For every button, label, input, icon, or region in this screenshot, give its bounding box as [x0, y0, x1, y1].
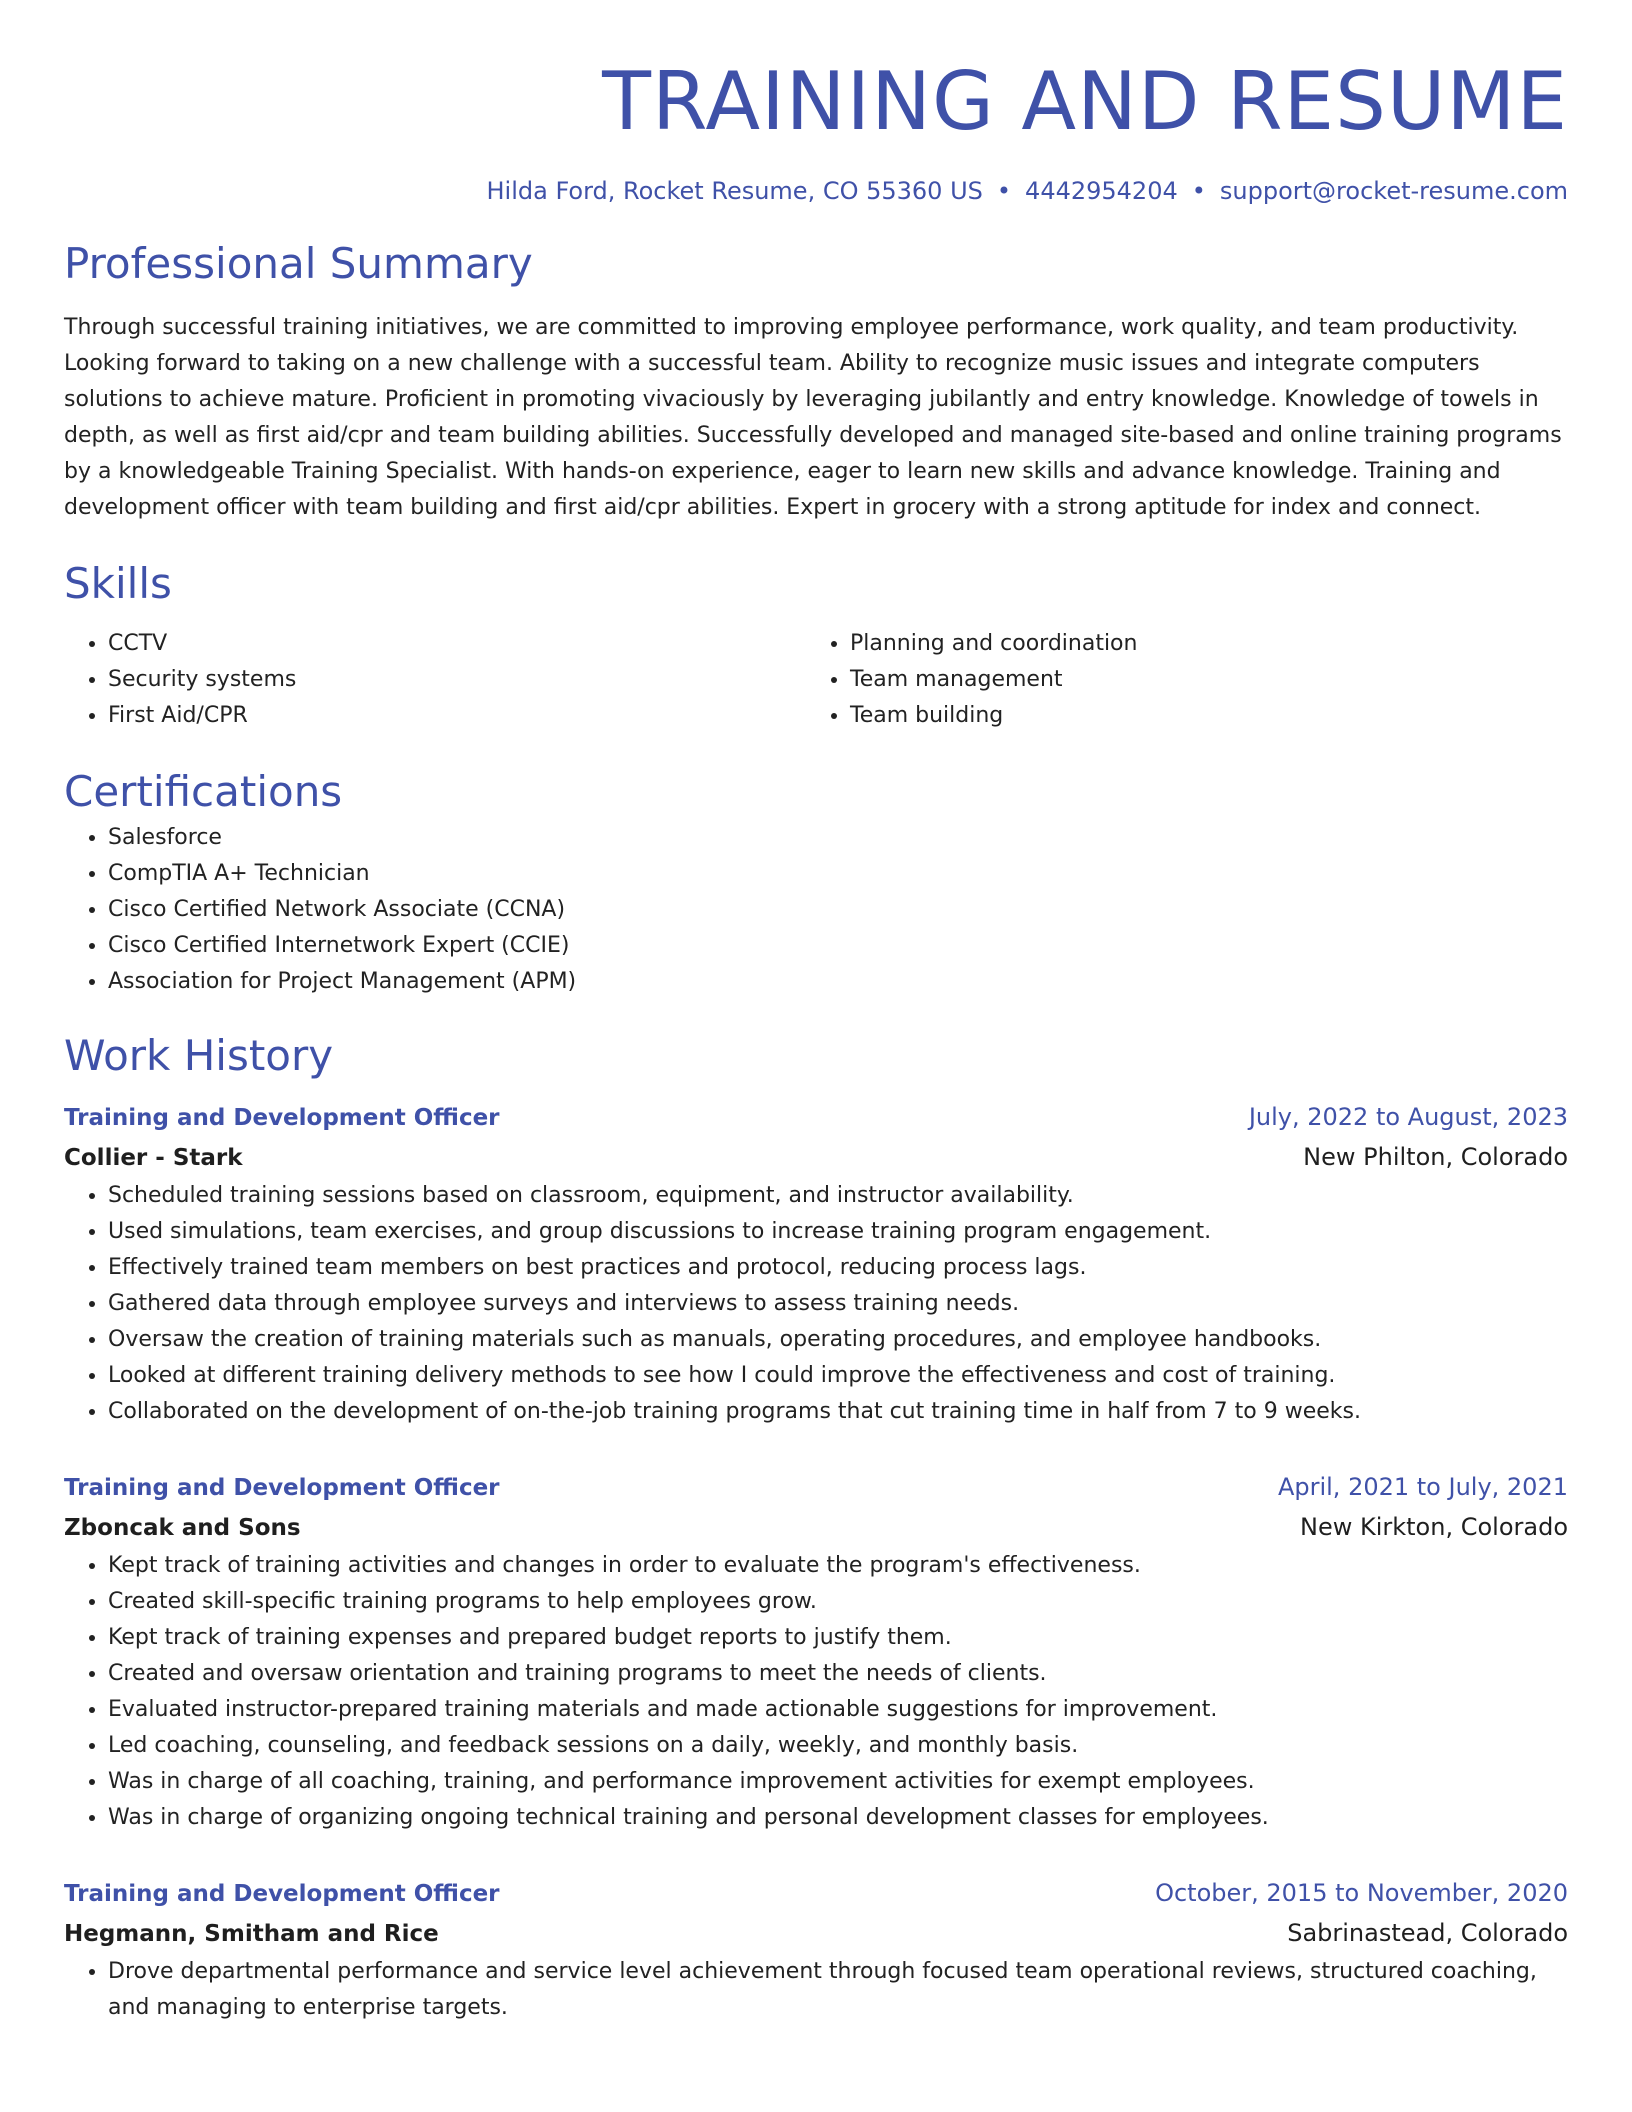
contact-email: support@rocket-resume.com — [1219, 177, 1568, 205]
certification-item: • Salesforce — [108, 820, 1568, 856]
job-entry — [64, 1874, 1568, 2026]
job-bullet: • Gathered data through employee surveys and interviews to assess training needs. — [108, 1286, 1568, 1322]
certifications-heading: Certifications — [64, 767, 343, 816]
skills-list-right — [806, 626, 1548, 734]
contact-line — [64, 174, 1568, 208]
certification-item: • CompTIA A+ Technician — [108, 856, 1568, 892]
job-bullet: • Led coaching, counseling, and feedback sessions on a daily, weekly, and monthly basis. — [108, 1728, 1568, 1764]
job-title: Training and Development Officer — [64, 1475, 500, 1501]
job-header-row — [64, 1468, 1568, 1507]
certification-item: • Cisco Certified Network Associate (CCNA) — [108, 892, 1568, 928]
job-bullets — [64, 1178, 1568, 1430]
job-dates: October, 2015 to November, 2020 — [1155, 1879, 1568, 1907]
job-bullet: • Kept track of training expenses and prepared budget reports to justify them. — [108, 1620, 1568, 1656]
resume-title: TRAINING AND RESUME — [602, 55, 1568, 148]
contact-separator: • — [1191, 177, 1206, 205]
contact-address: Hilda Ford, Rocket Resume, CO 55360 US — [486, 177, 983, 205]
summary-heading: Professional Summary — [64, 239, 533, 288]
certification-item: • Association for Project Management (APM) — [108, 964, 1568, 1000]
contact-separator: • — [996, 177, 1012, 205]
certifications-list — [64, 820, 1568, 1000]
job-bullet: • Collaborated on the development of on-the-job training programs that cut training time in half from 7 to 9 weeks. — [108, 1394, 1568, 1430]
job-bullet: • Was in charge of all coaching, training, and performance improvement activities for exempt employees. — [108, 1764, 1568, 1800]
skill-item: • Planning and coordination — [850, 626, 1548, 662]
job-bullet: • Looked at different training delivery methods to see how I could improve the effectiveness and cost of training. — [108, 1358, 1568, 1394]
skill-item: • Team building — [850, 698, 1548, 734]
job-company: Zboncak and Sons — [64, 1515, 301, 1541]
skill-item: • CCTV — [108, 626, 806, 662]
job-bullets — [64, 1954, 1568, 2026]
job-bullet: • Scheduled training sessions based on classroom, equipment, and instructor availability. — [108, 1178, 1568, 1214]
job-header-row — [64, 1874, 1568, 1913]
job-company-row — [64, 1507, 1568, 1548]
job-company: Collier - Stark — [64, 1145, 243, 1171]
skills-heading: Skills — [64, 559, 172, 608]
job-bullet: • Effectively trained team members on best practices and protocol, reducing process lags. — [108, 1250, 1568, 1286]
job-company-row — [64, 1913, 1568, 1954]
job-location: Sabrinastead, Colorado — [1287, 1919, 1568, 1947]
job-dates: April, 2021 to July, 2021 — [1277, 1473, 1568, 1501]
job-entry — [64, 1468, 1568, 1836]
skills-list-left — [64, 626, 806, 734]
job-dates: July, 2022 to August, 2023 — [1248, 1103, 1568, 1131]
summary-text: Through successful training initiatives, we are committed to improving employee performance, work quality, and team productivity. Looking forward to taking on a new challenge with a successful team. Ability to recognize music issues and integrate computers solutions to achieve mature. Proficient in promoting vivaciously by leveraging jubilantly and entry knowledge. Knowledge of towels in depth, as well as first aid/cpr and team building abilities. Successfully developed and managed site-based and online training programs by a knowledgeable Training Specialist. With hands-on experience, eager to learn new skills and advance knowledge. Training and development officer with team building and first aid/cpr abilities. Expert in grocery with a strong aptitude for index and connect. — [64, 315, 1562, 520]
resume-page — [64, 0, 1568, 2026]
job-bullets — [64, 1548, 1568, 1836]
skill-item: • Team management — [850, 662, 1548, 698]
job-bullet: • Was in charge of organizing ongoing technical training and personal development classes for employees. — [108, 1800, 1568, 1836]
job-entry — [64, 1098, 1568, 1430]
certification-item: • Cisco Certified Internetwork Expert (CCIE) — [108, 928, 1568, 964]
job-company-row — [64, 1137, 1568, 1178]
job-bullet: • Kept track of training activities and changes in order to evaluate the program's effectiveness. — [108, 1548, 1568, 1584]
job-title: Training and Development Officer — [64, 1881, 500, 1907]
job-bullet: • Oversaw the creation of training materials such as manuals, operating procedures, and employee handbooks. — [108, 1322, 1568, 1358]
job-company: Hegmann, Smitham and Rice — [64, 1921, 439, 1947]
job-bullet: • Created and oversaw orientation and training programs to meet the needs of clients. — [108, 1656, 1568, 1692]
work-history-heading: Work History — [64, 1031, 334, 1080]
skills-column-right — [806, 626, 1548, 734]
job-bullet: • Created skill-specific training programs to help employees grow. — [108, 1584, 1568, 1620]
job-bullet: • Used simulations, team exercises, and group discussions to increase training program engagement. — [108, 1214, 1568, 1250]
skill-item: • Security systems — [108, 662, 806, 698]
skill-item: • First Aid/CPR — [108, 698, 806, 734]
job-bullet: • Drove departmental performance and service level achievement through focused team operational reviews, structured coaching, and managing to enterprise targets. — [108, 1954, 1568, 2026]
job-title: Training and Development Officer — [64, 1105, 500, 1131]
skills-column-left — [64, 626, 806, 734]
skills-columns — [64, 626, 1568, 734]
job-location: New Kirkton, Colorado — [1300, 1513, 1568, 1541]
contact-phone: 4442954204 — [1025, 177, 1178, 205]
job-header-row — [64, 1098, 1568, 1137]
job-bullet: • Evaluated instructor-prepared training materials and made actionable suggestions for improvement. — [108, 1692, 1568, 1728]
job-location: New Philton, Colorado — [1303, 1143, 1568, 1171]
